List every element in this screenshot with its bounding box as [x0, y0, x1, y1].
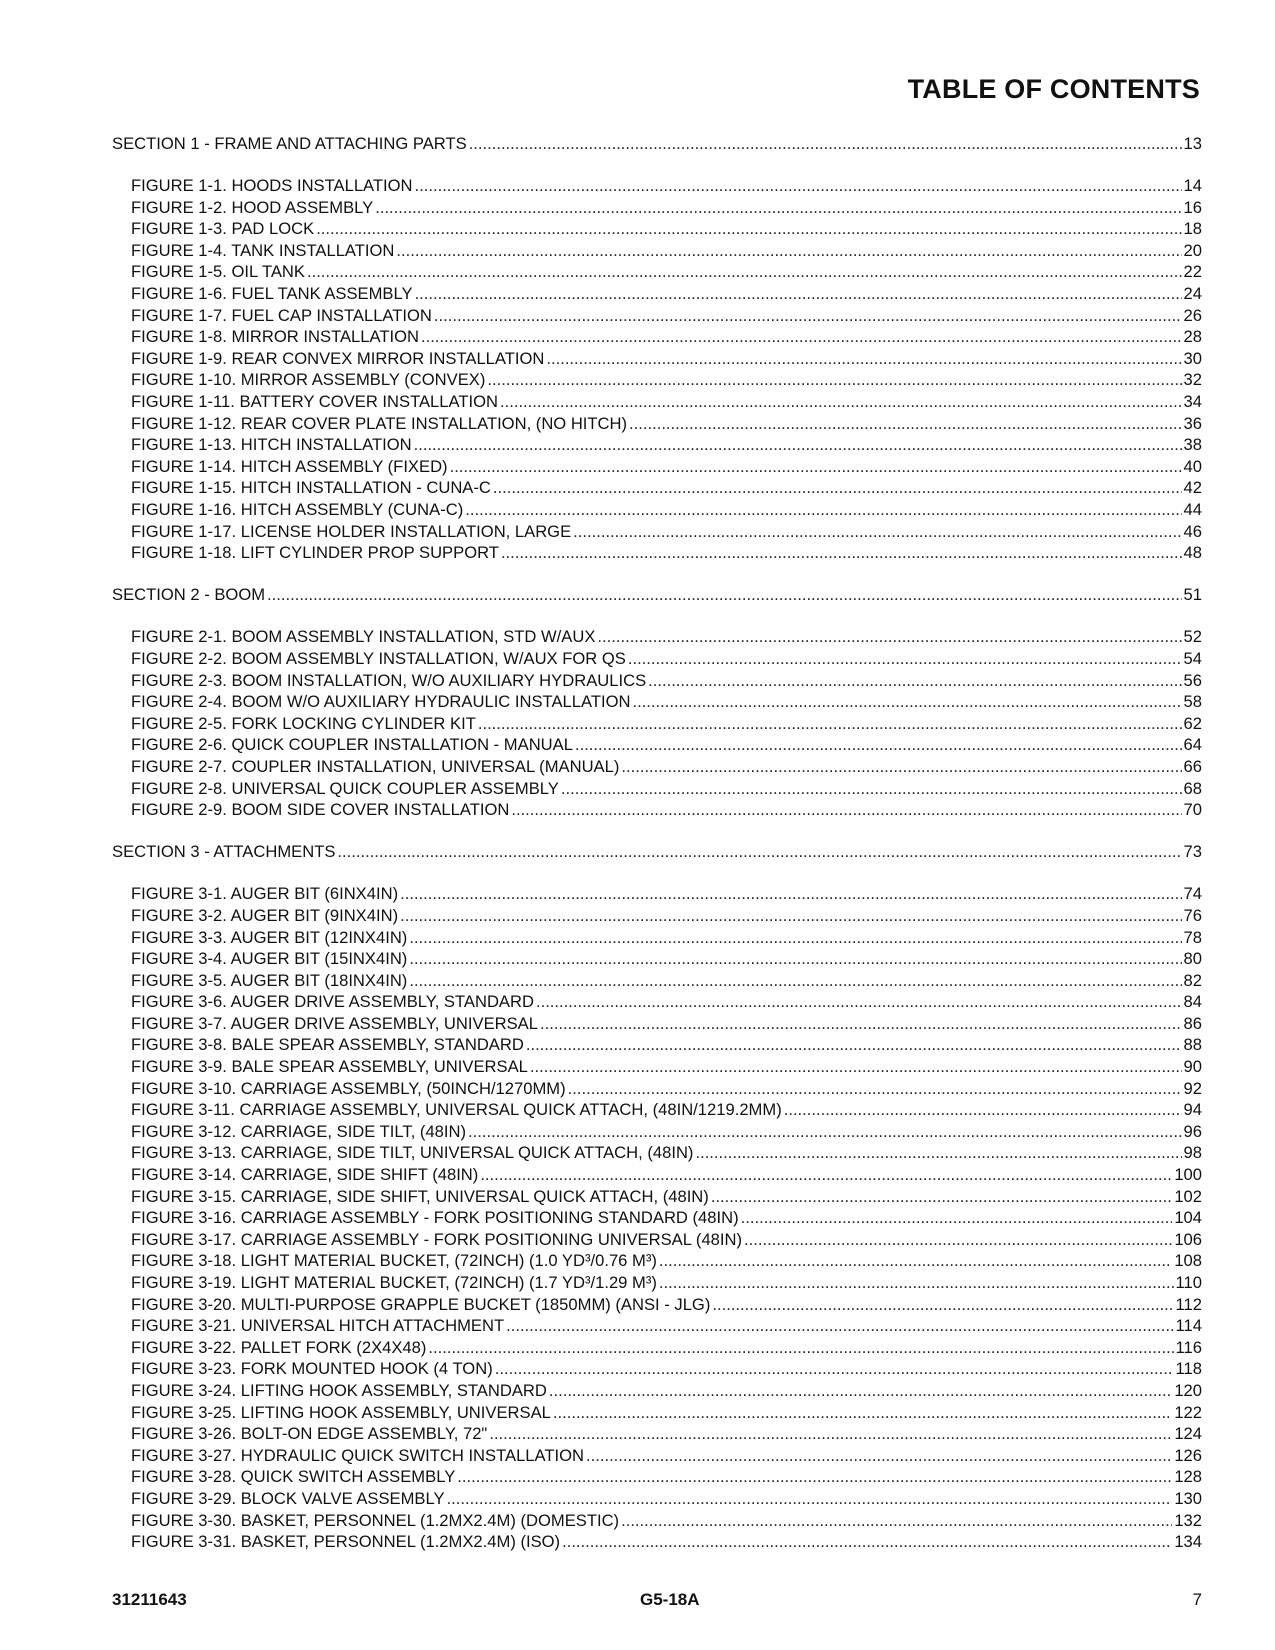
toc-figure-entry-page: 62: [1183, 713, 1202, 733]
dot-leader: [628, 648, 1182, 670]
toc-figure-entry-label: FIGURE 1-14. HITCH ASSEMBLY (FIXED): [131, 456, 448, 476]
toc-figure-entry-page: 120: [1174, 1380, 1202, 1400]
toc-figure-entry-label: FIGURE 2-2. BOOM ASSEMBLY INSTALLATION, W/AUX FOR QS: [131, 648, 626, 668]
toc-figure-entry-label: FIGURE 3-31. BASKET, PERSONNEL (1.2MX2.4M) (ISO): [131, 1532, 561, 1552]
toc-figure-entry[interactable]: [112, 1034, 1202, 1056]
toc-figure-entry[interactable]: [112, 1186, 1202, 1208]
dot-leader: [568, 1078, 1182, 1100]
spacer: [112, 155, 1202, 176]
toc-figure-entry-label: FIGURE 3-22. PALLET FORK (2X4X48): [131, 1337, 427, 1357]
toc-figure-entry-label: FIGURE 1-12. REAR COVER PLATE INSTALLATION, (NO HITCH): [131, 413, 628, 433]
toc-figure-entry-label: FIGURE 1-10. MIRROR ASSEMBLY (CONVEX): [131, 370, 486, 390]
dot-leader: [421, 326, 1182, 348]
dot-leader: [316, 218, 1181, 240]
toc-figure-entry-page: 108: [1174, 1251, 1202, 1271]
toc-figure-entry-page: 124: [1174, 1424, 1202, 1444]
toc-figure-entry-label: FIGURE 3-30. BASKET, PERSONNEL (1.2MX2.4M) (DOMESTIC): [131, 1510, 620, 1530]
dot-leader: [415, 283, 1182, 305]
dot-leader: [400, 883, 1181, 905]
toc-figure-entry-page: 52: [1183, 627, 1202, 647]
toc-figure-entry-page: 18: [1183, 219, 1202, 239]
dot-leader: [501, 542, 1182, 564]
toc-figure-entry[interactable]: [112, 713, 1202, 735]
toc-figure-entry[interactable]: [112, 1078, 1202, 1100]
toc-figure-entry-page: 96: [1183, 1121, 1202, 1141]
toc-figure-entry[interactable]: [112, 1250, 1202, 1272]
toc-figure-entry-label: FIGURE 1-7. FUEL CAP INSTALLATION: [131, 305, 432, 325]
spacer: [112, 821, 1202, 842]
toc-section-entry-page: 73: [1183, 842, 1202, 862]
toc-figure-entry-page: 54: [1183, 648, 1202, 668]
toc-figure-entry-label: FIGURE 1-8. MIRROR INSTALLATION: [131, 327, 419, 347]
dot-leader: [414, 434, 1182, 456]
dot-leader: [711, 1186, 1172, 1208]
toc-figure-entry-label: FIGURE 1-16. HITCH ASSEMBLY (CUNA-C): [131, 500, 464, 519]
toc-figure-entry[interactable]: [112, 1121, 1202, 1143]
dot-leader: [784, 1099, 1182, 1121]
toc-figure-entry-page: 32: [1183, 370, 1202, 390]
footer-doc-number: 31211643: [112, 1590, 187, 1609]
toc-figure-entry-label: FIGURE 3-1. AUGER BIT (6INX4IN): [131, 884, 399, 904]
dot-leader: [487, 369, 1181, 391]
toc-figure-entry-page: 84: [1183, 992, 1202, 1012]
toc-figure-entry[interactable]: [112, 477, 1202, 499]
dot-leader: [409, 948, 1181, 970]
toc-figure-entry-page: 46: [1183, 521, 1202, 541]
toc-figure-entry[interactable]: [112, 648, 1202, 670]
dot-leader: [447, 1488, 1173, 1510]
dot-leader: [621, 1510, 1172, 1532]
spacer: [112, 606, 1202, 627]
toc-section-entry[interactable]: [112, 584, 1202, 606]
toc-figure-entry-label: FIGURE 3-10. CARRIAGE ASSEMBLY, (50INCH/1270MM): [131, 1078, 566, 1098]
toc-figure-entry[interactable]: [112, 326, 1202, 348]
toc-figure-entry-page: 128: [1174, 1467, 1202, 1487]
toc-figure-entry[interactable]: [112, 670, 1202, 692]
dot-leader: [396, 240, 1181, 262]
toc-figure-entry-page: 88: [1183, 1035, 1202, 1055]
table-of-contents: [112, 133, 1202, 1553]
dot-leader: [530, 1056, 1182, 1078]
dot-leader: [621, 756, 1181, 778]
toc-figure-entry[interactable]: [112, 1013, 1202, 1035]
toc-figure-entry-label: FIGURE 3-27. HYDRAULIC QUICK SWITCH INSTALLATION: [131, 1445, 585, 1465]
dot-leader: [575, 734, 1182, 756]
toc-figure-entry-page: 90: [1183, 1057, 1202, 1077]
toc-figure-entry[interactable]: [112, 1056, 1202, 1078]
toc-figure-entry[interactable]: [112, 1099, 1202, 1121]
toc-figure-entry-page: 56: [1183, 670, 1202, 690]
toc-figure-entry-page: 68: [1183, 778, 1202, 798]
dot-leader: [573, 521, 1181, 543]
toc-figure-entry-page: 76: [1183, 905, 1202, 925]
dot-leader: [469, 133, 1182, 155]
toc-figure-entry[interactable]: [112, 1164, 1202, 1186]
toc-figure-entry-label: FIGURE 1-17. LICENSE HOLDER INSTALLATION, LARGE: [131, 521, 572, 541]
toc-figure-entry-page: 94: [1183, 1100, 1202, 1120]
toc-figure-entry-page: 14: [1183, 176, 1202, 196]
toc-figure-entry-page: 38: [1183, 435, 1202, 455]
toc-figure-entry[interactable]: [112, 391, 1202, 413]
toc-figure-entry-label: FIGURE 3-8. BALE SPEAR ASSEMBLY, STANDARD: [131, 1035, 524, 1055]
spacer: [112, 564, 1202, 585]
dot-leader: [337, 841, 1181, 863]
toc-figure-entry[interactable]: [112, 1510, 1202, 1532]
dot-leader: [415, 175, 1182, 197]
toc-section-entry[interactable]: [112, 133, 1202, 155]
toc-figure-entry-page: 106: [1174, 1229, 1202, 1249]
toc-figure-entry-label: FIGURE 3-18. LIGHT MATERIAL BUCKET, (72INCH) (1.0 YD³/0.76 M³): [131, 1251, 657, 1271]
toc-figure-entry-label: FIGURE 2-7. COUPLER INSTALLATION, UNIVERSAL (MANUAL): [131, 756, 620, 776]
toc-figure-entry[interactable]: [112, 1488, 1202, 1510]
toc-figure-entry-page: 130: [1174, 1488, 1202, 1508]
toc-figure-entry[interactable]: [112, 1315, 1202, 1337]
toc-figure-entry-label: FIGURE 2-9. BOOM SIDE COVER INSTALLATION: [131, 800, 510, 820]
toc-figure-entry-page: 134: [1174, 1532, 1202, 1552]
toc-section-entry-page: 13: [1183, 134, 1202, 153]
toc-figure-entry-label: FIGURE 3-12. CARRIAGE, SIDE TILT, (48IN): [131, 1121, 467, 1141]
toc-figure-entry-label: FIGURE 1-18. LIFT CYLINDER PROP SUPPORT: [131, 543, 499, 563]
toc-section-entry-label: SECTION 3 - ATTACHMENTS: [112, 842, 336, 862]
dot-leader: [434, 305, 1182, 327]
toc-figure-entry-label: FIGURE 3-2. AUGER BIT (9INX4IN): [131, 905, 399, 925]
toc-figure-entry-page: 114: [1175, 1316, 1202, 1336]
dot-leader: [540, 1013, 1182, 1035]
dot-leader: [562, 1531, 1172, 1553]
dot-leader: [465, 499, 1181, 521]
dot-leader: [629, 413, 1181, 435]
toc-figure-entry[interactable]: [112, 1402, 1202, 1424]
toc-figure-entry[interactable]: [112, 691, 1202, 713]
toc-figure-entry[interactable]: [112, 1423, 1202, 1445]
toc-figure-entry-page: 48: [1183, 543, 1202, 563]
dot-leader: [428, 1337, 1173, 1359]
toc-figure-entry-label: FIGURE 1-6. FUEL TANK ASSEMBLY: [131, 284, 413, 304]
toc-figure-entry-label: FIGURE 3-26. BOLT-ON EDGE ASSEMBLY, 72": [131, 1424, 488, 1444]
toc-figure-entry-label: FIGURE 2-1. BOOM ASSEMBLY INSTALLATION, STD W/AUX: [131, 627, 596, 647]
toc-figure-entry[interactable]: [112, 434, 1202, 456]
toc-figure-entry[interactable]: [112, 756, 1202, 778]
toc-figure-entry-page: 24: [1183, 284, 1202, 304]
toc-figure-entry[interactable]: [112, 1294, 1202, 1316]
toc-figure-entry[interactable]: [112, 413, 1202, 435]
toc-figure-entry-label: FIGURE 3-3. AUGER BIT (12INX4IN): [131, 927, 408, 947]
toc-figure-entry-page: 100: [1174, 1165, 1202, 1185]
dot-leader: [409, 927, 1181, 949]
toc-figure-entry-label: FIGURE 3-11. CARRIAGE ASSEMBLY, UNIVERSAL QUICK ATTACH, (48IN/1219.2MM): [131, 1100, 782, 1120]
toc-section-entry-page: 51: [1183, 585, 1202, 605]
toc-figure-entry-label: FIGURE 3-7. AUGER DRIVE ASSEMBLY, UNIVERSAL: [131, 1013, 538, 1033]
dot-leader: [493, 477, 1182, 499]
toc-figure-entry-page: 34: [1183, 392, 1202, 412]
toc-figure-entry-page: 64: [1183, 735, 1202, 755]
toc-figure-entry-label: FIGURE 1-11. BATTERY COVER INSTALLATION: [131, 392, 498, 412]
toc-figure-entry-page: 74: [1183, 884, 1202, 904]
toc-figure-entry[interactable]: [112, 348, 1202, 370]
toc-figure-entry-page: 40: [1183, 456, 1202, 476]
page-title: TABLE OF CONTENTS: [907, 74, 1200, 105]
toc-figure-entry[interactable]: [112, 970, 1202, 992]
toc-figure-entry[interactable]: [112, 778, 1202, 800]
toc-figure-entry-label: FIGURE 3-9. BALE SPEAR ASSEMBLY, UNIVERSAL: [131, 1057, 528, 1077]
toc-figure-entry-page: 98: [1183, 1143, 1202, 1163]
toc-figure-entry-label: FIGURE 3-25. LIFTING HOOK ASSEMBLY, UNIVERSAL: [131, 1402, 551, 1422]
dot-leader: [375, 197, 1181, 219]
toc-figure-entry-page: 20: [1183, 240, 1202, 260]
toc-figure-entry-label: FIGURE 2-4. BOOM W/O AUXILIARY HYDRAULIC INSTALLATION: [131, 692, 631, 712]
toc-figure-entry-page: 66: [1183, 756, 1202, 776]
toc-figure-entry[interactable]: [112, 905, 1202, 927]
toc-figure-entry[interactable]: [112, 1229, 1202, 1251]
toc-figure-entry-label: FIGURE 3-16. CARRIAGE ASSEMBLY - FORK POSITIONING STANDARD (48IN): [131, 1208, 739, 1228]
toc-figure-entry-label: FIGURE 1-1. HOODS INSTALLATION: [131, 176, 413, 196]
toc-figure-entry-page: 92: [1183, 1078, 1202, 1098]
dot-leader: [744, 1229, 1172, 1251]
toc-figure-entry-page: 104: [1174, 1208, 1202, 1228]
toc-figure-entry-page: 110: [1175, 1273, 1202, 1292]
toc-figure-entry[interactable]: [112, 305, 1202, 327]
toc-figure-entry[interactable]: [112, 456, 1202, 478]
toc-figure-entry[interactable]: [112, 1380, 1202, 1402]
toc-figure-entry-page: 44: [1183, 500, 1202, 519]
toc-figure-entry-label: FIGURE 3-14. CARRIAGE, SIDE SHIFT (48IN): [131, 1165, 479, 1185]
toc-figure-entry-label: FIGURE 1-13. HITCH INSTALLATION: [131, 435, 412, 455]
toc-figure-entry-label: FIGURE 2-3. BOOM INSTALLATION, W/O AUXILIARY HYDRAULICS: [131, 670, 647, 690]
footer-page-number: 7: [1192, 1590, 1202, 1609]
dot-leader: [536, 991, 1182, 1013]
toc-figure-entry-page: 22: [1183, 262, 1202, 282]
toc-figure-entry[interactable]: [112, 948, 1202, 970]
toc-figure-entry-page: 122: [1174, 1402, 1202, 1422]
dot-leader: [712, 1294, 1173, 1316]
dot-leader: [468, 1121, 1182, 1143]
dot-leader: [506, 1315, 1173, 1337]
toc-figure-entry[interactable]: [112, 283, 1202, 305]
toc-figure-entry-page: 16: [1183, 197, 1202, 217]
toc-figure-entry[interactable]: [112, 218, 1202, 240]
toc-figure-entry[interactable]: [112, 1531, 1202, 1553]
dot-leader: [597, 626, 1181, 648]
toc-figure-entry[interactable]: [112, 175, 1202, 197]
toc-figure-entry-page: 28: [1183, 327, 1202, 347]
toc-figure-entry[interactable]: [112, 240, 1202, 262]
toc-figure-entry[interactable]: [112, 1466, 1202, 1488]
toc-figure-entry-label: FIGURE 3-23. FORK MOUNTED HOOK (4 TON): [131, 1359, 493, 1379]
toc-section-entry[interactable]: [112, 841, 1202, 863]
toc-figure-entry-page: 78: [1183, 927, 1202, 947]
toc-figure-entry-page: 26: [1183, 305, 1202, 325]
dot-leader: [500, 391, 1182, 413]
toc-figure-entry[interactable]: [112, 883, 1202, 905]
toc-figure-entry[interactable]: [112, 521, 1202, 543]
dot-leader: [553, 1402, 1172, 1424]
toc-figure-entry-label: FIGURE 2-6. QUICK COUPLER INSTALLATION - MANUAL: [131, 735, 573, 755]
footer-model: G5-18A: [640, 1590, 700, 1609]
toc-figure-entry-label: FIGURE 3-24. LIFTING HOOK ASSEMBLY, STANDARD: [131, 1380, 547, 1400]
toc-figure-entry[interactable]: [112, 1337, 1202, 1359]
toc-figure-entry-label: FIGURE 1-15. HITCH INSTALLATION - CUNA-C: [131, 478, 491, 498]
toc-figure-entry-label: FIGURE 3-4. AUGER BIT (15INX4IN): [131, 949, 408, 969]
toc-figure-entry-label: FIGURE 1-2. HOOD ASSEMBLY: [131, 197, 374, 217]
toc-figure-entry-label: FIGURE 2-8. UNIVERSAL QUICK COUPLER ASSEMBLY: [131, 778, 559, 798]
toc-figure-entry-page: 116: [1175, 1337, 1202, 1357]
dot-leader: [511, 799, 1181, 821]
dot-leader: [480, 1164, 1172, 1186]
dot-leader: [489, 1423, 1172, 1445]
toc-figure-entry-label: FIGURE 2-5. FORK LOCKING CYLINDER KIT: [131, 713, 476, 733]
dot-leader: [495, 1358, 1174, 1380]
toc-figure-entry-page: 58: [1183, 692, 1202, 712]
dot-leader: [741, 1207, 1173, 1229]
toc-figure-entry[interactable]: [112, 626, 1202, 648]
toc-figure-entry-label: FIGURE 1-9. REAR CONVEX MIRROR INSTALLATION: [131, 348, 545, 368]
toc-figure-entry-label: FIGURE 3-19. LIGHT MATERIAL BUCKET, (72INCH) (1.7 YD³/1.29 M³): [131, 1273, 657, 1292]
toc-figure-entry-label: FIGURE 3-29. BLOCK VALVE ASSEMBLY: [131, 1488, 445, 1508]
toc-figure-entry-label: FIGURE 3-20. MULTI-PURPOSE GRAPPLE BUCKET (1850MM) (ANSI - JLG): [131, 1294, 711, 1314]
toc-figure-entry-page: 86: [1183, 1013, 1202, 1033]
dot-leader: [307, 261, 1182, 283]
toc-figure-entry-page: 132: [1174, 1510, 1202, 1530]
dot-leader: [450, 456, 1182, 478]
toc-figure-entry-label: FIGURE 3-28. QUICK SWITCH ASSEMBLY: [131, 1467, 456, 1487]
dot-leader: [400, 905, 1181, 927]
toc-figure-entry-page: 30: [1183, 348, 1202, 368]
toc-figure-entry-page: 126: [1174, 1445, 1202, 1465]
dot-leader: [267, 584, 1181, 606]
toc-section-entry-label: SECTION 1 - FRAME AND ATTACHING PARTS: [112, 134, 467, 153]
toc-figure-entry-page: 42: [1183, 478, 1202, 498]
dot-leader: [549, 1380, 1172, 1402]
toc-figure-entry-label: FIGURE 1-5. OIL TANK: [131, 262, 305, 282]
toc-figure-entry[interactable]: [112, 991, 1202, 1013]
toc-figure-entry[interactable]: [112, 1272, 1202, 1294]
dot-leader: [561, 778, 1182, 800]
toc-figure-entry[interactable]: [112, 799, 1202, 821]
toc-figure-entry-label: FIGURE 3-21. UNIVERSAL HITCH ATTACHMENT: [131, 1316, 505, 1336]
toc-figure-entry-page: 36: [1183, 413, 1202, 433]
toc-section-entry-label: SECTION 2 - BOOM: [112, 585, 266, 605]
toc-figure-entry-label: FIGURE 1-4. TANK INSTALLATION: [131, 240, 395, 260]
toc-figure-entry[interactable]: [112, 1445, 1202, 1467]
toc-figure-entry[interactable]: [112, 1358, 1202, 1380]
toc-figure-entry[interactable]: [112, 369, 1202, 391]
dot-leader: [457, 1466, 1172, 1488]
toc-figure-entry[interactable]: [112, 197, 1202, 219]
dot-leader: [659, 1250, 1172, 1272]
toc-figure-entry[interactable]: [112, 1207, 1202, 1229]
toc-figure-entry-page: 102: [1174, 1186, 1202, 1206]
toc-figure-entry-label: FIGURE 1-3. PAD LOCK: [131, 219, 315, 239]
dot-leader: [586, 1445, 1172, 1467]
toc-figure-entry[interactable]: [112, 734, 1202, 756]
toc-figure-entry[interactable]: [112, 542, 1202, 564]
toc-figure-entry-label: FIGURE 3-5. AUGER BIT (18INX4IN): [131, 970, 408, 990]
dot-leader: [526, 1034, 1182, 1056]
toc-figure-entry-page: 70: [1183, 800, 1202, 820]
toc-figure-entry-page: 82: [1183, 970, 1202, 990]
dot-leader: [409, 970, 1181, 992]
toc-figure-entry[interactable]: [112, 1142, 1202, 1164]
dot-leader: [478, 713, 1182, 735]
toc-figure-entry-label: FIGURE 3-15. CARRIAGE, SIDE SHIFT, UNIVERSAL QUICK ATTACH, (48IN): [131, 1186, 709, 1206]
toc-figure-entry-label: FIGURE 3-6. AUGER DRIVE ASSEMBLY, STANDARD: [131, 992, 534, 1012]
toc-figure-entry-page: 112: [1175, 1294, 1202, 1314]
dot-leader: [695, 1142, 1181, 1164]
toc-figure-entry-page: 80: [1183, 949, 1202, 969]
toc-figure-entry[interactable]: [112, 927, 1202, 949]
toc-figure-entry[interactable]: [112, 499, 1202, 521]
dot-leader: [546, 348, 1181, 370]
spacer: [112, 863, 1202, 884]
toc-figure-entry-label: FIGURE 3-17. CARRIAGE ASSEMBLY - FORK POSITIONING UNIVERSAL (48IN): [131, 1229, 743, 1249]
dot-leader: [632, 691, 1181, 713]
dot-leader: [648, 670, 1181, 692]
toc-figure-entry[interactable]: [112, 261, 1202, 283]
toc-figure-entry-page: 118: [1175, 1359, 1202, 1379]
dot-leader: [659, 1272, 1174, 1294]
toc-figure-entry-label: FIGURE 3-13. CARRIAGE, SIDE TILT, UNIVERSAL QUICK ATTACH, (48IN): [131, 1143, 694, 1163]
